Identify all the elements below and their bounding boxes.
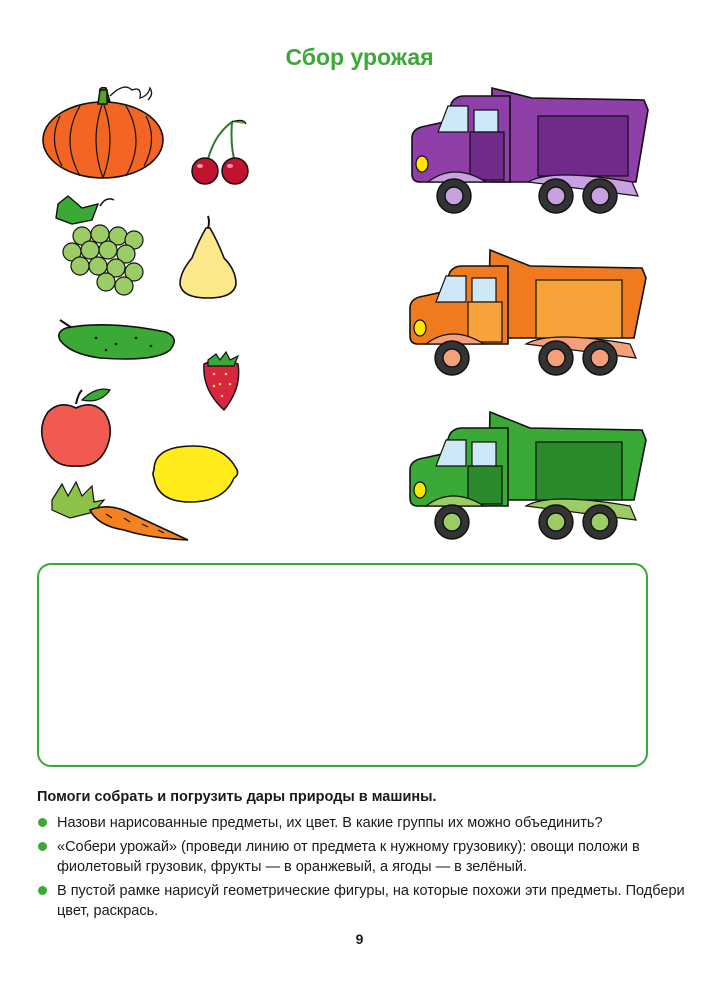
carrot-icon xyxy=(46,480,192,550)
purple-truck xyxy=(408,86,650,218)
instructions-heading: Помоги собрать и погрузить дары природы в машины. xyxy=(37,789,437,805)
pumpkin-icon xyxy=(40,84,180,184)
drawing-frame[interactable] xyxy=(37,563,648,767)
instructions-list xyxy=(37,813,687,921)
list-item xyxy=(37,837,687,877)
orange-truck xyxy=(406,248,650,380)
list-item-text: Назови нарисованные предметы, их цвет. В какие группы их можно объединить? xyxy=(57,815,603,831)
green-truck xyxy=(406,410,650,544)
instructions xyxy=(37,789,687,925)
list-item-text: «Собери урожай» (проведи линию от предмета к нужному грузовику): овощи положи в фиолетовый грузовик, фрукты — в оранжевый, а ягоды — в зелёный. xyxy=(57,839,640,875)
strawberry-icon xyxy=(198,350,244,412)
apple-icon xyxy=(38,386,118,470)
bullet-icon xyxy=(38,886,47,895)
pear-icon xyxy=(176,214,242,300)
list-item xyxy=(37,881,687,921)
list-item-text: В пустой рамке нарисуй геометрические фигуры, на которые похожи эти предметы. Подбери цвет, раскрась. xyxy=(57,883,685,919)
bullet-icon xyxy=(38,842,47,851)
list-item xyxy=(37,813,687,833)
page-number: 9 xyxy=(355,931,364,947)
cucumber-icon xyxy=(56,314,182,364)
cherry-icon xyxy=(188,116,258,188)
bullet-icon xyxy=(38,818,47,827)
grapes-icon xyxy=(40,192,150,302)
page-title: Сбор урожая xyxy=(285,44,434,70)
